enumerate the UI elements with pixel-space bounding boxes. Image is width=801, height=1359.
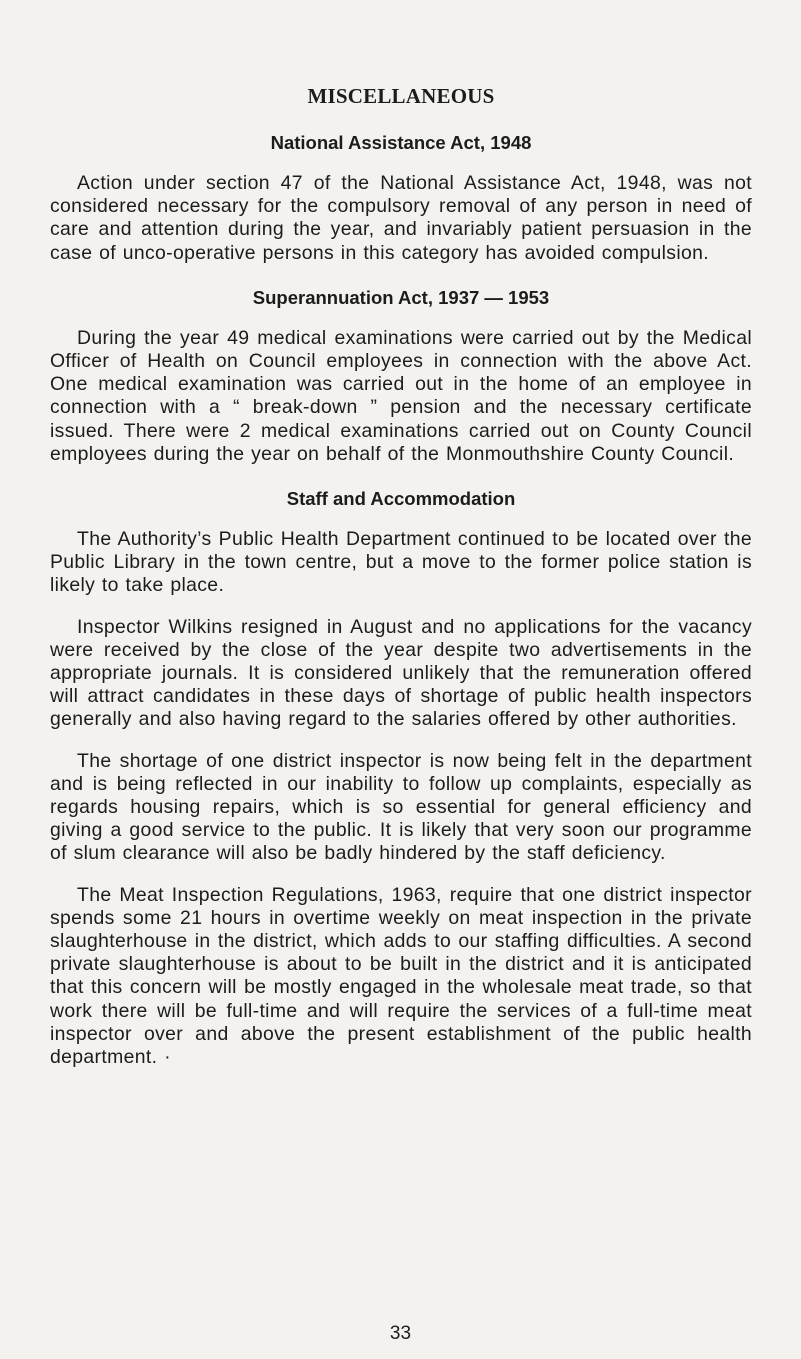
- paragraph: During the year 49 medical examinations were carried out by the Medical Officer of Health on Council employees in connection with the above Act. One medical examination was carried out in the home of an employee in connection with a “ break-down ” pension and the necessary certificate issued. There were 2 medical examinations carried out on County Council employees during the year on behalf of the Monmouthshire County Council.: [50, 326, 752, 465]
- page-title: MISCELLANEOUS: [307, 84, 495, 108]
- paragraph: The Meat Inspection Regulations, 1963, require that one district inspector spends some 21 hours in overtime weekly on meat inspection in the private slaughterhouse in the district, which adds to our staffing difficulties. A second private slaughterhouse is about to be built in the district and it is anticipated that this concern will be mostly engaged in the wholesale meat trade, so that work there will be full-time and will require the services of a full-time meat inspector over and above the present establishment of the public health department. ·: [50, 883, 752, 1069]
- paragraph: The Authority’s Public Health Department continued to be located over the Public Library in the town centre, but a move to the former police station is likely to take place.: [50, 528, 752, 597]
- paragraph: Inspector Wilkins resigned in August and no applications for the vacancy were received by the close of the year despite two advertisements in the appropriate journals. It is considered unlikely that the remuneration offered will attract candidates in these days of shortage of public health inspectors generally and also having regard to the salaries offered by other authorities.: [50, 615, 752, 731]
- section-heading: National Assistance Act, 1948: [270, 132, 532, 153]
- section-staff-and-accommodation: [50, 486, 752, 1069]
- page-content: [50, 82, 752, 1087]
- section-heading: Superannuation Act, 1937 — 1953: [252, 286, 550, 308]
- section-national-assistance-act: [50, 130, 752, 265]
- section-heading: Staff and Accommodation: [286, 488, 516, 510]
- section-superannuation-act: [50, 285, 752, 466]
- page-number: 33: [389, 1323, 412, 1344]
- paragraph: Action under section 47 of the National Assistance Act, 1948, was not considered necessary for the compulsory removal of any person in need of care and attention during the year, and invariably patient persuasion in the case of unco-operative persons in this category has avoided compulsion.: [50, 172, 752, 264]
- paragraph: The shortage of one district inspector is now being felt in the department and is being reflected in our inability to follow up complaints, especially as regards housing repairs, which is so essential for general efficiency and giving a good service to the public. It is likely that very soon our programme of slum clearance will also be badly hindered by the staff deficiency.: [50, 749, 752, 865]
